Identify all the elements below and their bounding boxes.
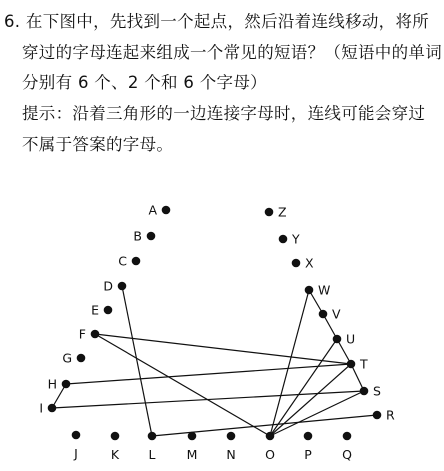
letter-nodes bbox=[39, 203, 395, 463]
node-dot-s bbox=[360, 387, 369, 396]
node-label-c: C bbox=[118, 253, 127, 269]
node-label-u: U bbox=[346, 331, 356, 347]
node-dot-u bbox=[333, 335, 342, 344]
node-dot-n bbox=[227, 432, 236, 441]
node-dot-i bbox=[48, 404, 57, 413]
node-label-d: D bbox=[103, 278, 113, 294]
node-label-t: T bbox=[360, 356, 368, 372]
node-label-k: K bbox=[110, 447, 120, 462]
node-dot-k bbox=[111, 432, 120, 441]
node-label-l: L bbox=[148, 447, 156, 462]
node-dot-e bbox=[104, 306, 113, 315]
node-label-s: S bbox=[373, 383, 381, 399]
node-label-h: H bbox=[47, 376, 57, 392]
node-dot-o bbox=[266, 432, 275, 441]
node-dot-w bbox=[305, 286, 314, 295]
node-dot-j bbox=[72, 431, 81, 440]
node-label-n: N bbox=[226, 447, 236, 462]
node-dot-b bbox=[147, 232, 156, 241]
connection-lines bbox=[52, 286, 377, 436]
node-label-j: J bbox=[74, 446, 78, 461]
node-dot-x bbox=[292, 259, 301, 268]
node-label-r: R bbox=[386, 407, 395, 423]
edge-f-o bbox=[95, 334, 270, 436]
node-label-a: A bbox=[148, 202, 157, 218]
node-dot-d bbox=[118, 282, 127, 291]
node-dot-g bbox=[77, 354, 86, 363]
node-dot-m bbox=[188, 432, 197, 441]
node-label-f: F bbox=[78, 326, 86, 342]
node-dot-a bbox=[162, 206, 171, 215]
node-label-e: E bbox=[91, 302, 99, 318]
question-line-2: 穿过的字母连起来组成一个常见的短语？（短语中的单词 bbox=[22, 43, 442, 62]
node-dot-q bbox=[343, 432, 352, 441]
node-label-m: M bbox=[186, 447, 198, 462]
node-label-y: Y bbox=[292, 231, 300, 247]
node-dot-h bbox=[62, 380, 71, 389]
node-label-b: B bbox=[133, 228, 142, 244]
node-label-g: G bbox=[62, 350, 72, 366]
node-label-p: P bbox=[304, 447, 312, 462]
node-dot-v bbox=[319, 310, 328, 319]
node-label-q: Q bbox=[342, 447, 352, 462]
node-dot-r bbox=[373, 411, 382, 420]
question-line-3: 分别有 6 个、2 个和 6 个字母） bbox=[22, 73, 267, 92]
edge-d-l bbox=[122, 286, 152, 436]
edge-o-w bbox=[270, 290, 309, 436]
node-label-v: V bbox=[332, 306, 341, 322]
node-label-w: W bbox=[318, 282, 331, 298]
hint-line-2: 不属于答案的字母。 bbox=[22, 135, 174, 154]
edge-o-s bbox=[270, 391, 364, 436]
node-dot-p bbox=[304, 432, 313, 441]
node-label-o: O bbox=[265, 447, 275, 462]
node-label-i: I bbox=[39, 400, 43, 416]
node-dot-y bbox=[279, 235, 288, 244]
node-label-x: X bbox=[305, 255, 314, 271]
node-dot-c bbox=[132, 257, 141, 266]
question-line-1: 6. 在下图中，先找到一个起点，然后沿着连线移动，将所 bbox=[4, 12, 430, 31]
hint-line-1: 提示：沿着三角形的一边连接字母时，连线可能会穿过 bbox=[22, 104, 426, 123]
node-label-z: Z bbox=[278, 204, 287, 220]
node-dot-l bbox=[148, 432, 157, 441]
node-dot-t bbox=[347, 360, 356, 369]
node-dot-f bbox=[91, 330, 100, 339]
edge-f-t bbox=[95, 334, 351, 364]
node-dot-z bbox=[265, 208, 274, 217]
edge-o-t bbox=[270, 364, 351, 436]
